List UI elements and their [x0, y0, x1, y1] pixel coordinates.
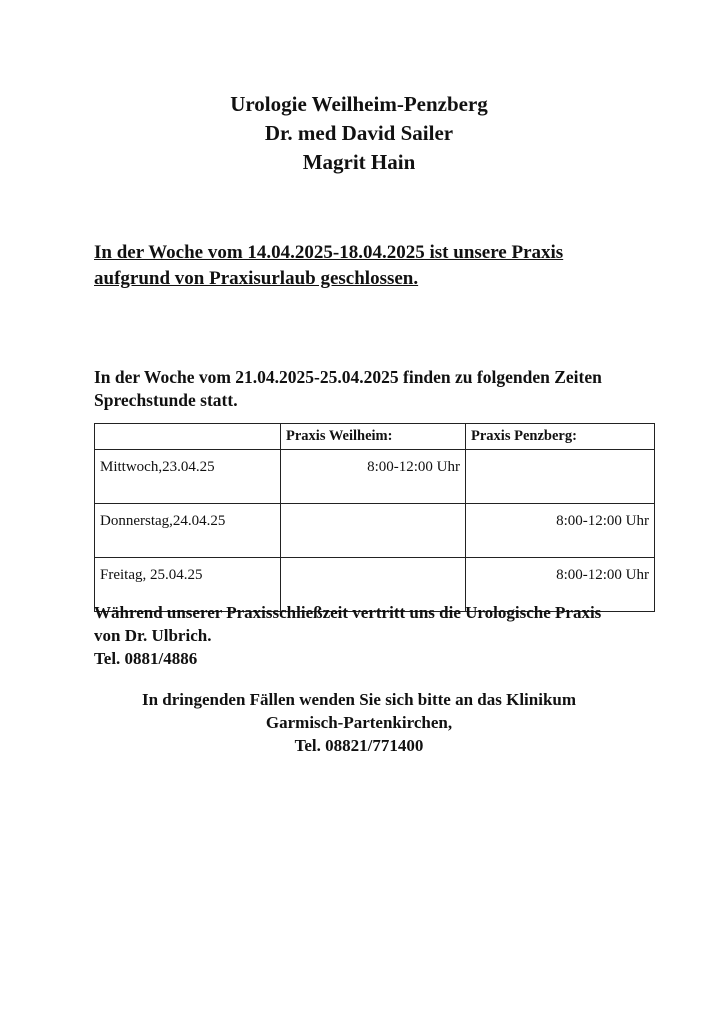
table-row — [95, 504, 655, 558]
schedule-intro — [94, 366, 654, 412]
closure-line-2: aufgrund von Praxisurlaub geschlossen. — [94, 268, 419, 289]
header-cell-penzberg: Praxis Penzberg: — [466, 424, 655, 450]
replacement-notice — [94, 601, 674, 670]
day-cell: Mittwoch,23.04.25 — [95, 450, 281, 504]
replacement-phone: Tel. 0881/4886 — [94, 649, 198, 668]
emergency-notice — [0, 688, 718, 757]
schedule-table — [94, 423, 655, 612]
practice-header — [0, 90, 718, 177]
weilheim-time-cell — [281, 504, 466, 558]
header-cell-day — [95, 424, 281, 450]
staff-name: Magrit Hain — [302, 150, 416, 174]
penzberg-time-cell: 8:00-12:00 Uhr — [466, 504, 655, 558]
urgent-phone: Tel. 08821/771400 — [294, 736, 424, 755]
replacement-line-1: Während unserer Praxisschließzeit vertritt uns die Urologische Praxis — [94, 603, 602, 622]
practice-name: Urologie Weilheim-Penzberg — [230, 92, 488, 116]
urgent-line-2: Garmisch-Partenkirchen, — [265, 713, 453, 732]
table-row — [95, 450, 655, 504]
replacement-line-2: von Dr. Ulbrich. — [94, 626, 212, 645]
table-header-row — [95, 424, 655, 450]
header-cell-weilheim: Praxis Weilheim: — [281, 424, 466, 450]
closure-notice — [94, 240, 654, 292]
doctor-name: Dr. med David Sailer — [264, 121, 454, 145]
day-cell: Freitag, 25.04.25 — [95, 558, 281, 612]
day-cell: Donnerstag,24.04.25 — [95, 504, 281, 558]
closure-line-1: In der Woche vom 14.04.2025-18.04.2025 ist unsere Praxis — [94, 242, 564, 263]
urgent-line-1: In dringenden Fällen wenden Sie sich bitte an das Klinikum — [141, 690, 577, 709]
intro-line-1: In der Woche vom 21.04.2025-25.04.2025 finden zu folgenden Zeiten — [94, 367, 602, 387]
weilheim-time-cell: 8:00-12:00 Uhr — [281, 450, 466, 504]
intro-line-2: Sprechstunde statt. — [94, 390, 238, 410]
penzberg-time-cell — [466, 450, 655, 504]
penzberg-time-cell: 8:00-12:00 Uhr — [466, 558, 655, 612]
